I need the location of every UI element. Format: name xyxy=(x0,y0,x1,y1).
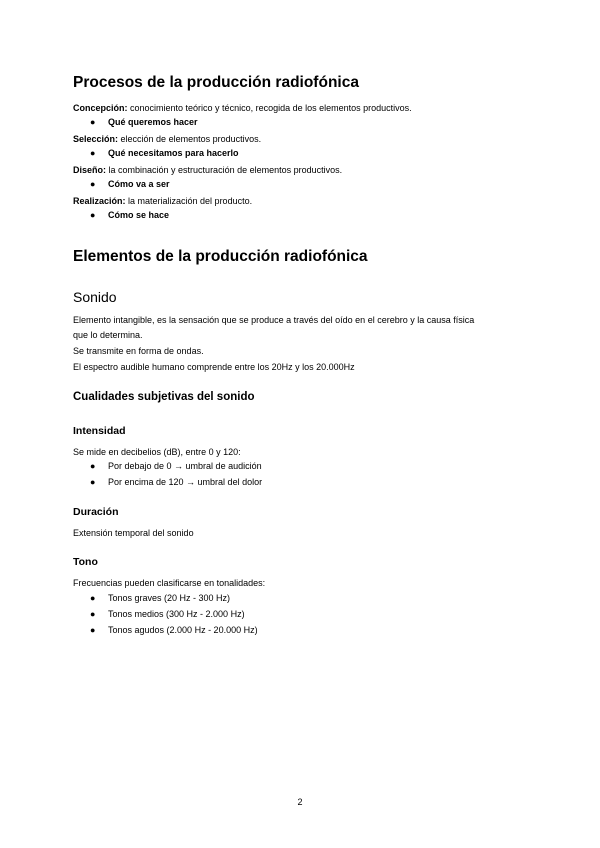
sonido-line-4: El espectro audible humano comprende entre los 20Hz y los 20.000Hz xyxy=(73,362,355,372)
term-concepcion: Concepción: xyxy=(73,103,128,113)
bullet-concepcion: Qué queremos hacer xyxy=(108,117,198,127)
heading-duracion: Duración xyxy=(73,506,119,518)
bullet-icon: ● xyxy=(90,477,96,487)
section-title-elementos: Elementos de la producción radiofónica xyxy=(73,248,368,265)
term-seleccion: Selección: xyxy=(73,134,119,144)
bullet-realizacion: Cómo se hace xyxy=(108,210,170,220)
desc-seleccion: elección de elementos productivos. xyxy=(118,134,262,144)
term-realizacion: Realización: xyxy=(73,196,126,206)
tono-bullet-2: Tonos medios (300 Hz - 2.000 Hz) xyxy=(108,609,245,619)
term-diseno: Diseño: xyxy=(73,165,107,175)
desc-concepcion: conocimiento teórico y técnico, recogida de los elementos productivos. xyxy=(127,103,412,113)
page-number: 2 xyxy=(297,797,303,807)
intensidad-text: Se mide en decibelios (dB), entre 0 y 120: xyxy=(73,447,241,457)
tono-bullet-1: Tonos graves (20 Hz - 300 Hz) xyxy=(108,593,231,603)
sonido-line-2: que lo determina. xyxy=(73,330,143,340)
heading-cualidades: Cualidades subjetivas del sonido xyxy=(73,391,255,403)
bullet-icon: ● xyxy=(90,625,96,635)
heading-intensidad: Intensidad xyxy=(73,425,126,437)
process-line-diseno xyxy=(73,164,342,176)
bullet-icon: ● xyxy=(90,609,96,619)
bullet-icon: ● xyxy=(90,461,96,471)
bullet-icon: ● xyxy=(90,148,96,158)
desc-realizacion: la materialización del producto. xyxy=(125,196,253,206)
bullet-icon: ● xyxy=(90,117,96,127)
bullet-icon: ● xyxy=(90,179,96,189)
duracion-text: Extensión temporal del sonido xyxy=(73,528,194,538)
tono-bullet-3: Tonos agudos (2.000 Hz - 20.000 Hz) xyxy=(108,625,258,635)
tono-text: Frecuencias pueden clasificarse en tonalidades: xyxy=(73,578,266,588)
heading-tono: Tono xyxy=(73,556,98,568)
bullet-icon: ● xyxy=(90,210,96,220)
intensidad-bullet-2: Por encima de 120 → umbral del dolor xyxy=(108,477,263,487)
bullet-diseno: Cómo va a ser xyxy=(108,179,170,189)
sonido-line-1: Elemento intangible, es la sensación que se produce a través del oído en el cerebro y la causa física xyxy=(73,315,475,325)
bullet-seleccion: Qué necesitamos para hacerlo xyxy=(108,148,239,158)
process-line-concepcion xyxy=(73,102,412,114)
process-line-realizacion xyxy=(73,195,252,207)
sonido-line-3: Se transmite en forma de ondas. xyxy=(73,346,204,356)
process-line-seleccion xyxy=(73,133,261,145)
desc-diseno: la combinación y estructuración de elementos productivos. xyxy=(106,165,343,175)
intensidad-bullet-1: Por debajo de 0 → umbral de audición xyxy=(108,461,262,471)
heading-sonido: Sonido xyxy=(73,289,117,305)
bullet-icon: ● xyxy=(90,593,96,603)
section-title-procesos: Procesos de la producción radiofónica xyxy=(73,74,359,91)
